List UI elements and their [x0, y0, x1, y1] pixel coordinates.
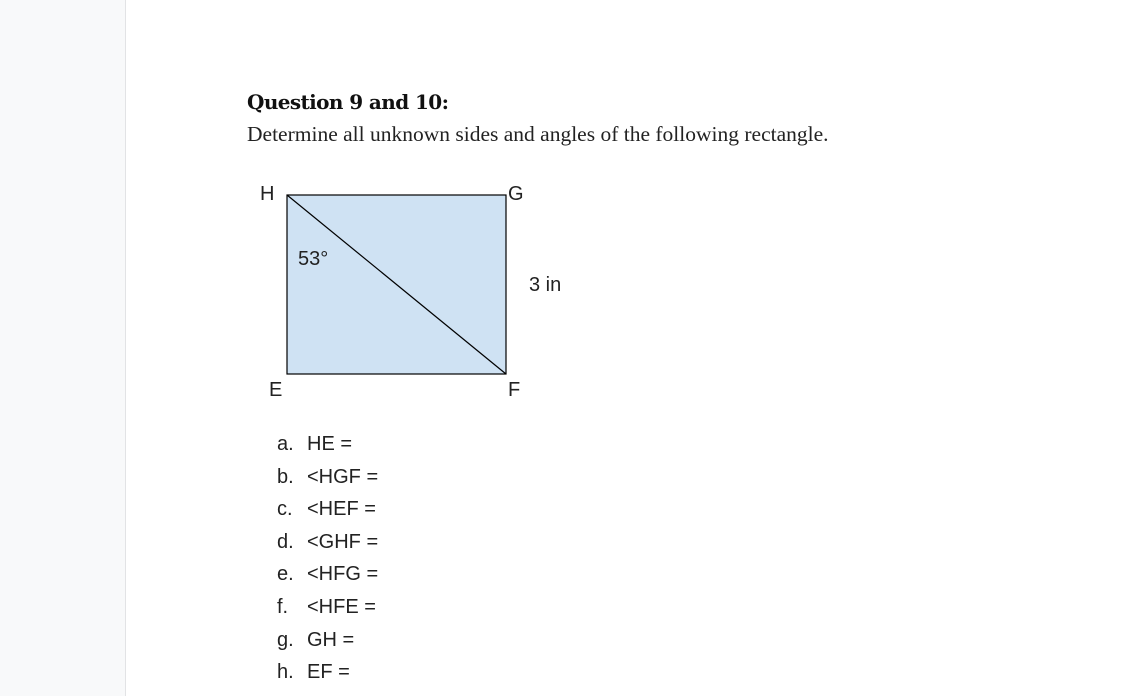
answer-item-a: [277, 430, 378, 463]
answer-letter: e.: [277, 563, 294, 586]
answer-letter: b.: [277, 465, 294, 488]
question-prompt: Determine all unknown sides and angles of the following rectangle.: [247, 122, 829, 146]
angle-label: 53°: [298, 248, 329, 270]
answer-letter: f.: [277, 595, 289, 618]
vertex-label-h: H: [260, 183, 275, 205]
answer-text: <HFG =: [307, 563, 379, 586]
left-margin: [0, 0, 125, 696]
answer-letter: d.: [277, 530, 294, 553]
rectangle-figure: [251, 170, 611, 410]
answer-text: GH =: [307, 628, 355, 651]
answer-letter: h.: [277, 661, 294, 684]
answer-item-g: [277, 626, 378, 659]
answer-item-e: [277, 560, 378, 593]
vertex-label-f: F: [508, 379, 521, 401]
answer-text: <GHF =: [307, 530, 379, 553]
answer-text: <HFE =: [307, 595, 376, 618]
vertex-label-g: G: [508, 183, 524, 205]
answer-letter: c.: [277, 498, 293, 521]
answer-item-d: [277, 528, 378, 561]
rectangle-diagram: [251, 170, 611, 410]
answer-item-h: [277, 658, 378, 691]
answer-text: <HEF =: [307, 498, 376, 521]
vertex-label-e: E: [269, 379, 283, 401]
answer-item-f: [277, 593, 378, 626]
answer-text: HE =: [307, 433, 353, 455]
answer-text: <HGF =: [307, 465, 379, 488]
answer-letter: a.: [277, 433, 294, 455]
side-label-gf: 3 in: [529, 274, 562, 296]
question-title: Question 9 and 10:: [247, 90, 449, 114]
answer-list: [277, 430, 378, 691]
answer-letter: g.: [277, 628, 294, 651]
answer-item-c: [277, 495, 378, 528]
answer-text: EF =: [307, 661, 350, 684]
answer-item-b: [277, 463, 378, 496]
document-page: [125, 0, 1128, 696]
